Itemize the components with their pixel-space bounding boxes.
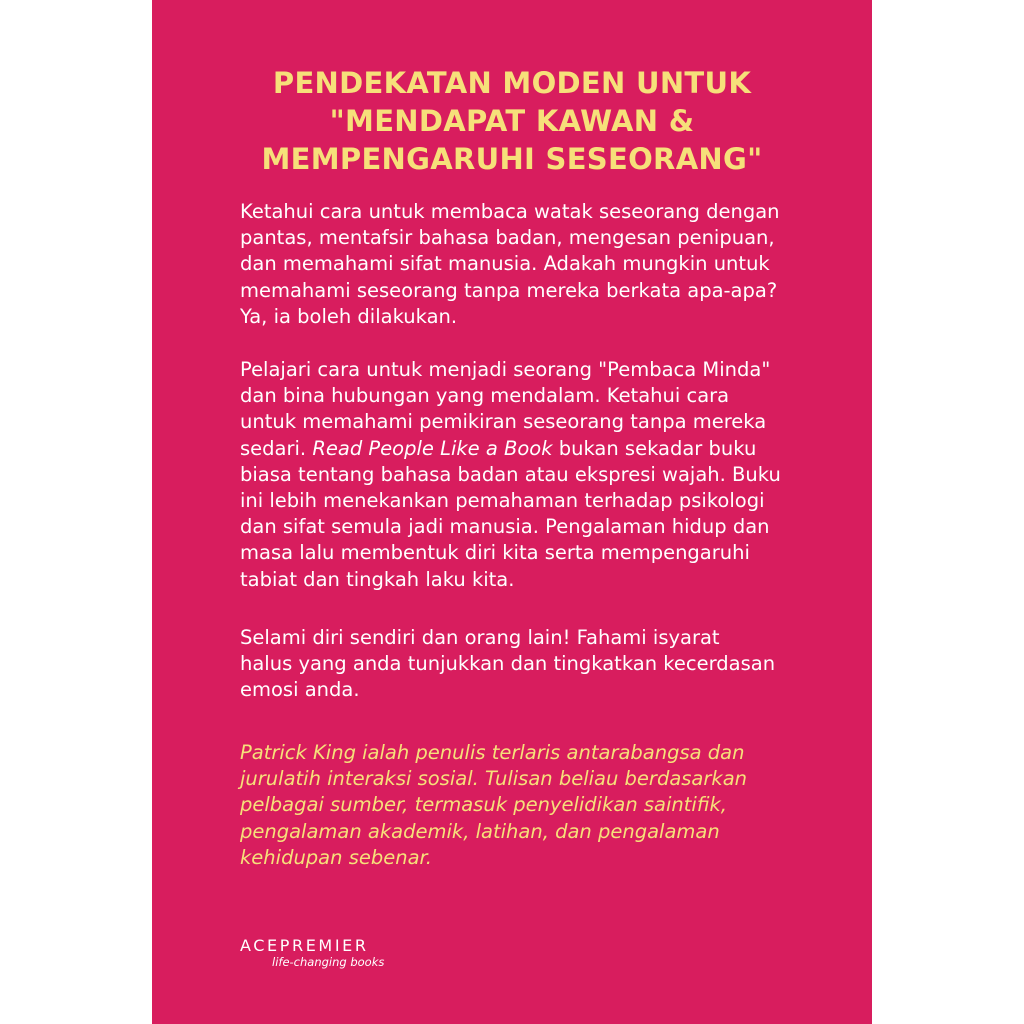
description-paragraph: [240, 357, 840, 593]
text-segment: bukan sekadar buku: [552, 436, 757, 460]
author-bio: [240, 740, 840, 871]
heading-line: "MENDAPAT KAWAN &: [329, 104, 695, 138]
text-line: pelbagai sumber, termasuk penyelidikan saintifik,: [240, 793, 727, 817]
text-line: ini lebih menekankan pemahaman terhadap psikologi: [240, 489, 765, 513]
text-line: pantas, mentafsir bahasa badan, mengesan penipuan,: [240, 226, 775, 250]
text-line: memahami seseorang tanpa mereka berkata apa-apa?: [240, 278, 778, 302]
heading-line: PENDEKATAN MODEN UNTUK: [272, 66, 752, 100]
text-line: Pelajari cara untuk menjadi seorang "Pembaca Minda": [240, 358, 771, 381]
heading-line: MEMPENGARUHI SESEORANG": [261, 142, 763, 176]
text-line: masa lalu membentuk diri kita serta mempengaruhi: [240, 541, 750, 565]
publisher-name: ACEPREMIER: [240, 936, 369, 955]
text-line: Patrick King ialah penulis terlaris antarabangsa dan: [240, 741, 745, 764]
text-line: untuk memahami pemikiran seseorang tanpa mereka: [240, 410, 767, 434]
publisher-tagline: life-changing books: [272, 955, 385, 969]
text-line: kehidupan sebenar.: [240, 845, 432, 869]
text-line: biasa tentang bahasa badan atau ekspresi wajah. Buku: [240, 462, 781, 486]
text-line: dan memahami sifat manusia. Adakah mungkin untuk: [240, 252, 770, 276]
book-back-cover: [152, 0, 872, 1024]
intro-paragraph: [240, 199, 840, 330]
cover-heading: [152, 64, 872, 178]
publisher-logo: [240, 937, 460, 969]
text-line: pengalaman akademik, latihan, dan pengalaman: [240, 819, 720, 843]
text-line: tabiat dan tingkah laku kita.: [240, 567, 515, 591]
text-line: halus yang anda tunjukkan dan tingkatkan kecerdasan: [240, 652, 776, 676]
text-line: dan bina hubungan yang mendalam. Ketahui cara: [240, 384, 730, 408]
text-line: emosi anda.: [240, 678, 360, 702]
text-line: Selami diri sendiri dan orang lain! Fahami isyarat: [240, 626, 720, 649]
text-line: Ya, ia boleh dilakukan.: [240, 304, 458, 328]
text-line: [240, 436, 840, 462]
text-line: jurulatih interaksi sosial. Tulisan beliau berdasarkan: [240, 767, 747, 791]
text-line: dan sifat semula jadi manusia. Pengalaman hidup dan: [240, 515, 770, 539]
text-segment: sedari.: [240, 436, 313, 460]
text-line: Ketahui cara untuk membaca watak seseorang dengan: [240, 200, 780, 223]
book-title: Read People Like a Book: [312, 436, 553, 460]
call-to-action-paragraph: [240, 625, 840, 704]
